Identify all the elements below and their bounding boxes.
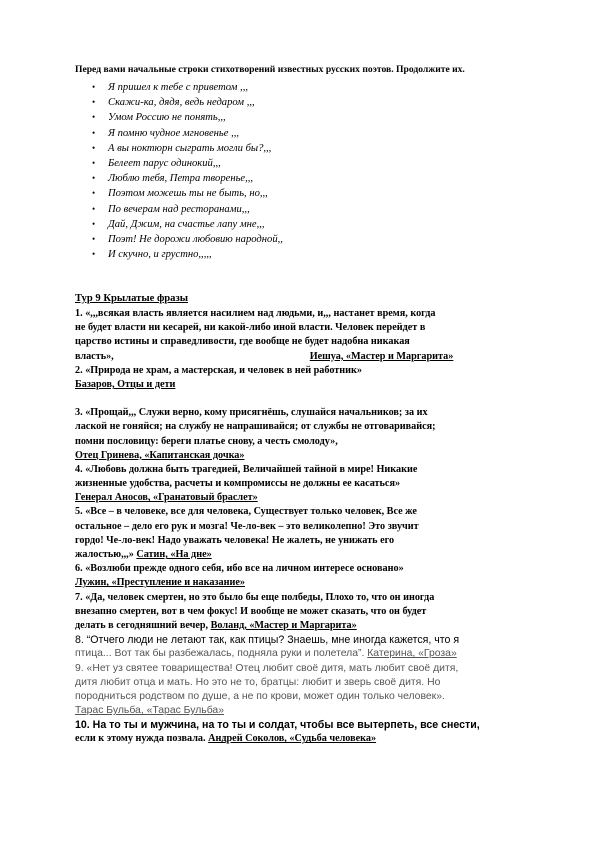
- list-item: • И скучно, и грустно,,,,,: [92, 247, 283, 262]
- quote-1-line-4: [75, 350, 555, 364]
- quote-5-line-1: 5. «Все – в человеке, все для человека, Существует только человек, Все же: [75, 506, 417, 518]
- bullet-icon: •: [92, 127, 96, 138]
- intro-text: Перед вами начальные строки стихотворений известных русских поэтов. Продолжите их.: [75, 64, 465, 75]
- quote-10-line-2: [75, 732, 555, 746]
- list-item: • Поэтом можешь ты не быть, но,,,: [92, 186, 283, 201]
- quote-5-line-3: гордо! Че-ло-век! Надо уважать человека! Не жалеть, не унижать его: [75, 534, 395, 546]
- poem-list: [92, 80, 283, 262]
- list-item: • А вы ноктюрн сыграть могли бы?,,,: [92, 141, 283, 156]
- section-heading: Тур 9 Крылатые фразы: [75, 293, 189, 304]
- quote-1-line-1: 1. «,,,всякая власть является насилием над людьми, и,,, настанет время, когда: [75, 308, 436, 319]
- bullet-icon: •: [92, 233, 96, 244]
- quote-1-answer: Иешуа, «Мастер и Маргарита»: [309, 350, 454, 362]
- spacer: [75, 392, 555, 406]
- quote-3-line-3: помни пословицу: береги платье снову, а честь смолоду»,: [75, 435, 338, 447]
- bullet-icon: •: [92, 97, 96, 108]
- quote-2-line-1: 2. «Природа не храм, а мастерская, и человек в ней работник»: [75, 364, 362, 376]
- quote-5-tail: жалостью,,,»: [75, 549, 134, 560]
- quote-8-text: 8. “Отчего люди не летают так, как птицы? Знаешь, мне иногда кажется, что я: [75, 634, 460, 647]
- quote-4-answer: Генерал Аносов, «Гранатовый браслет»: [75, 492, 258, 504]
- bullet-icon: •: [92, 218, 96, 229]
- quote-4-line-2: жизненные удобства, расчеты и компромиссы не должны ее касаться»: [75, 478, 401, 490]
- quote-7-tail: делать в сегодняшний вечер,: [75, 619, 209, 631]
- quote-5-line-4: [75, 548, 555, 562]
- quote-9-line-3: породниться родством по душе, а не по крови, может один только человек».: [75, 690, 445, 702]
- quote-5-answer: Сатин, «На дне»: [136, 549, 212, 560]
- quote-8-answer: Катерина, «Гроза»: [367, 648, 457, 660]
- quotes-section: [75, 291, 555, 747]
- quote-7-line-3: [75, 619, 555, 633]
- bullet-icon: •: [92, 112, 96, 123]
- bullet-icon: •: [92, 82, 96, 92]
- quote-6-line-1: 6. «Возлюби прежде одного себя, ибо все на личном интересе основано»: [75, 563, 404, 575]
- quote-2-answer: Базаров, Отцы и дети: [75, 378, 176, 390]
- bullet-icon: •: [92, 173, 96, 184]
- list-item: • Поэт! Не дорожи любовию народной,,: [92, 232, 283, 247]
- list-item: • Умом Россию не понять,,,: [92, 110, 283, 125]
- quote-10-tail: если к этому нужда позвала.: [75, 733, 206, 745]
- quote-9-line-1: 9. «Нет уз святее товарищества! Отец любит своё дитя, мать любит своё дитя,: [75, 662, 459, 674]
- quote-6-answer: Лужин, «Преступление и наказание»: [75, 577, 245, 589]
- quote-5-line-2: остальное – дело его рук и мозга! Че-ло-век – это великолепно! Это звучит: [75, 520, 419, 532]
- quote-1-line-2: не будет власти ни кесарей, ни какой-либо иной власти. Человек перейдет в: [75, 322, 426, 334]
- bullet-icon: •: [92, 203, 96, 214]
- list-item: • По вечерам над ресторанами,,,: [92, 202, 283, 217]
- quote-7-line-2: внезапно смертен, вот в чем фокус! И вообще не может сказать, что он будет: [75, 605, 427, 617]
- quote-3-line-2: лаской не гоняйся; на службу не напрашивайся; от службы не отговаривайся;: [75, 421, 436, 433]
- quote-10-line-1: 10. На то ты и мужчина, на то ты и солдат, чтобы все вытерпеть, все снести,: [75, 719, 480, 732]
- quote-8-line-1: [75, 633, 555, 647]
- bullet-icon: •: [92, 188, 96, 199]
- bullet-icon: •: [92, 249, 96, 260]
- quote-3-answer: Отец Гринева, «Капитанская дочка»: [75, 449, 245, 461]
- quote-8-line-2: [75, 647, 555, 661]
- bullet-icon: •: [92, 142, 96, 153]
- quote-8-tail: птица... Вот так бы разбежалась, подняла руки и полетела”.: [75, 648, 365, 660]
- list-item: • Скажи-ка, дядя, ведь недаром ,,,: [92, 95, 283, 110]
- bullet-icon: •: [92, 157, 96, 168]
- quote-1-line-3: царство истины и справедливости, где вообще не будет надобна никакая: [75, 336, 410, 348]
- quote-9-answer: Тарас Бульба, «Тарас Бульба»: [75, 705, 224, 717]
- quote-4-line-1: 4. «Любовь должна быть трагедией, Величайшей тайной в мире! Никакие: [75, 463, 418, 475]
- list-item: • Я помню чудное мгновенье ,,,: [92, 126, 283, 141]
- list-item: • Люблю тебя, Петра творенье,,,: [92, 171, 283, 186]
- quote-9-line-2: дитя любит отца и мать. Но это не то, братцы: любит и зверь своё дитя. Но: [75, 676, 441, 688]
- list-item: • Дай, Джим, на счастье лапу мне,,,: [92, 217, 283, 232]
- quote-3-line-1: 3. «Прощай,,, Служи верно, кому присягнёшь, слушайся начальников; за их: [75, 407, 428, 419]
- quote-7-line-1: 7. «Да, человек смертен, но это было бы еще полбеды, Плохо то, что он иногда: [75, 591, 435, 603]
- quote-1-tail: власть»,: [75, 350, 114, 362]
- quote-10-answer: Андрей Соколов, «Судьба человека»: [208, 733, 377, 745]
- list-item: • Белеет парус одинокий,,,: [92, 156, 283, 171]
- quote-7-answer: Воланд, «Мастер и Маргарита»: [210, 619, 357, 631]
- list-item: • Я пришел к тебе с приветом ,,,: [92, 80, 283, 95]
